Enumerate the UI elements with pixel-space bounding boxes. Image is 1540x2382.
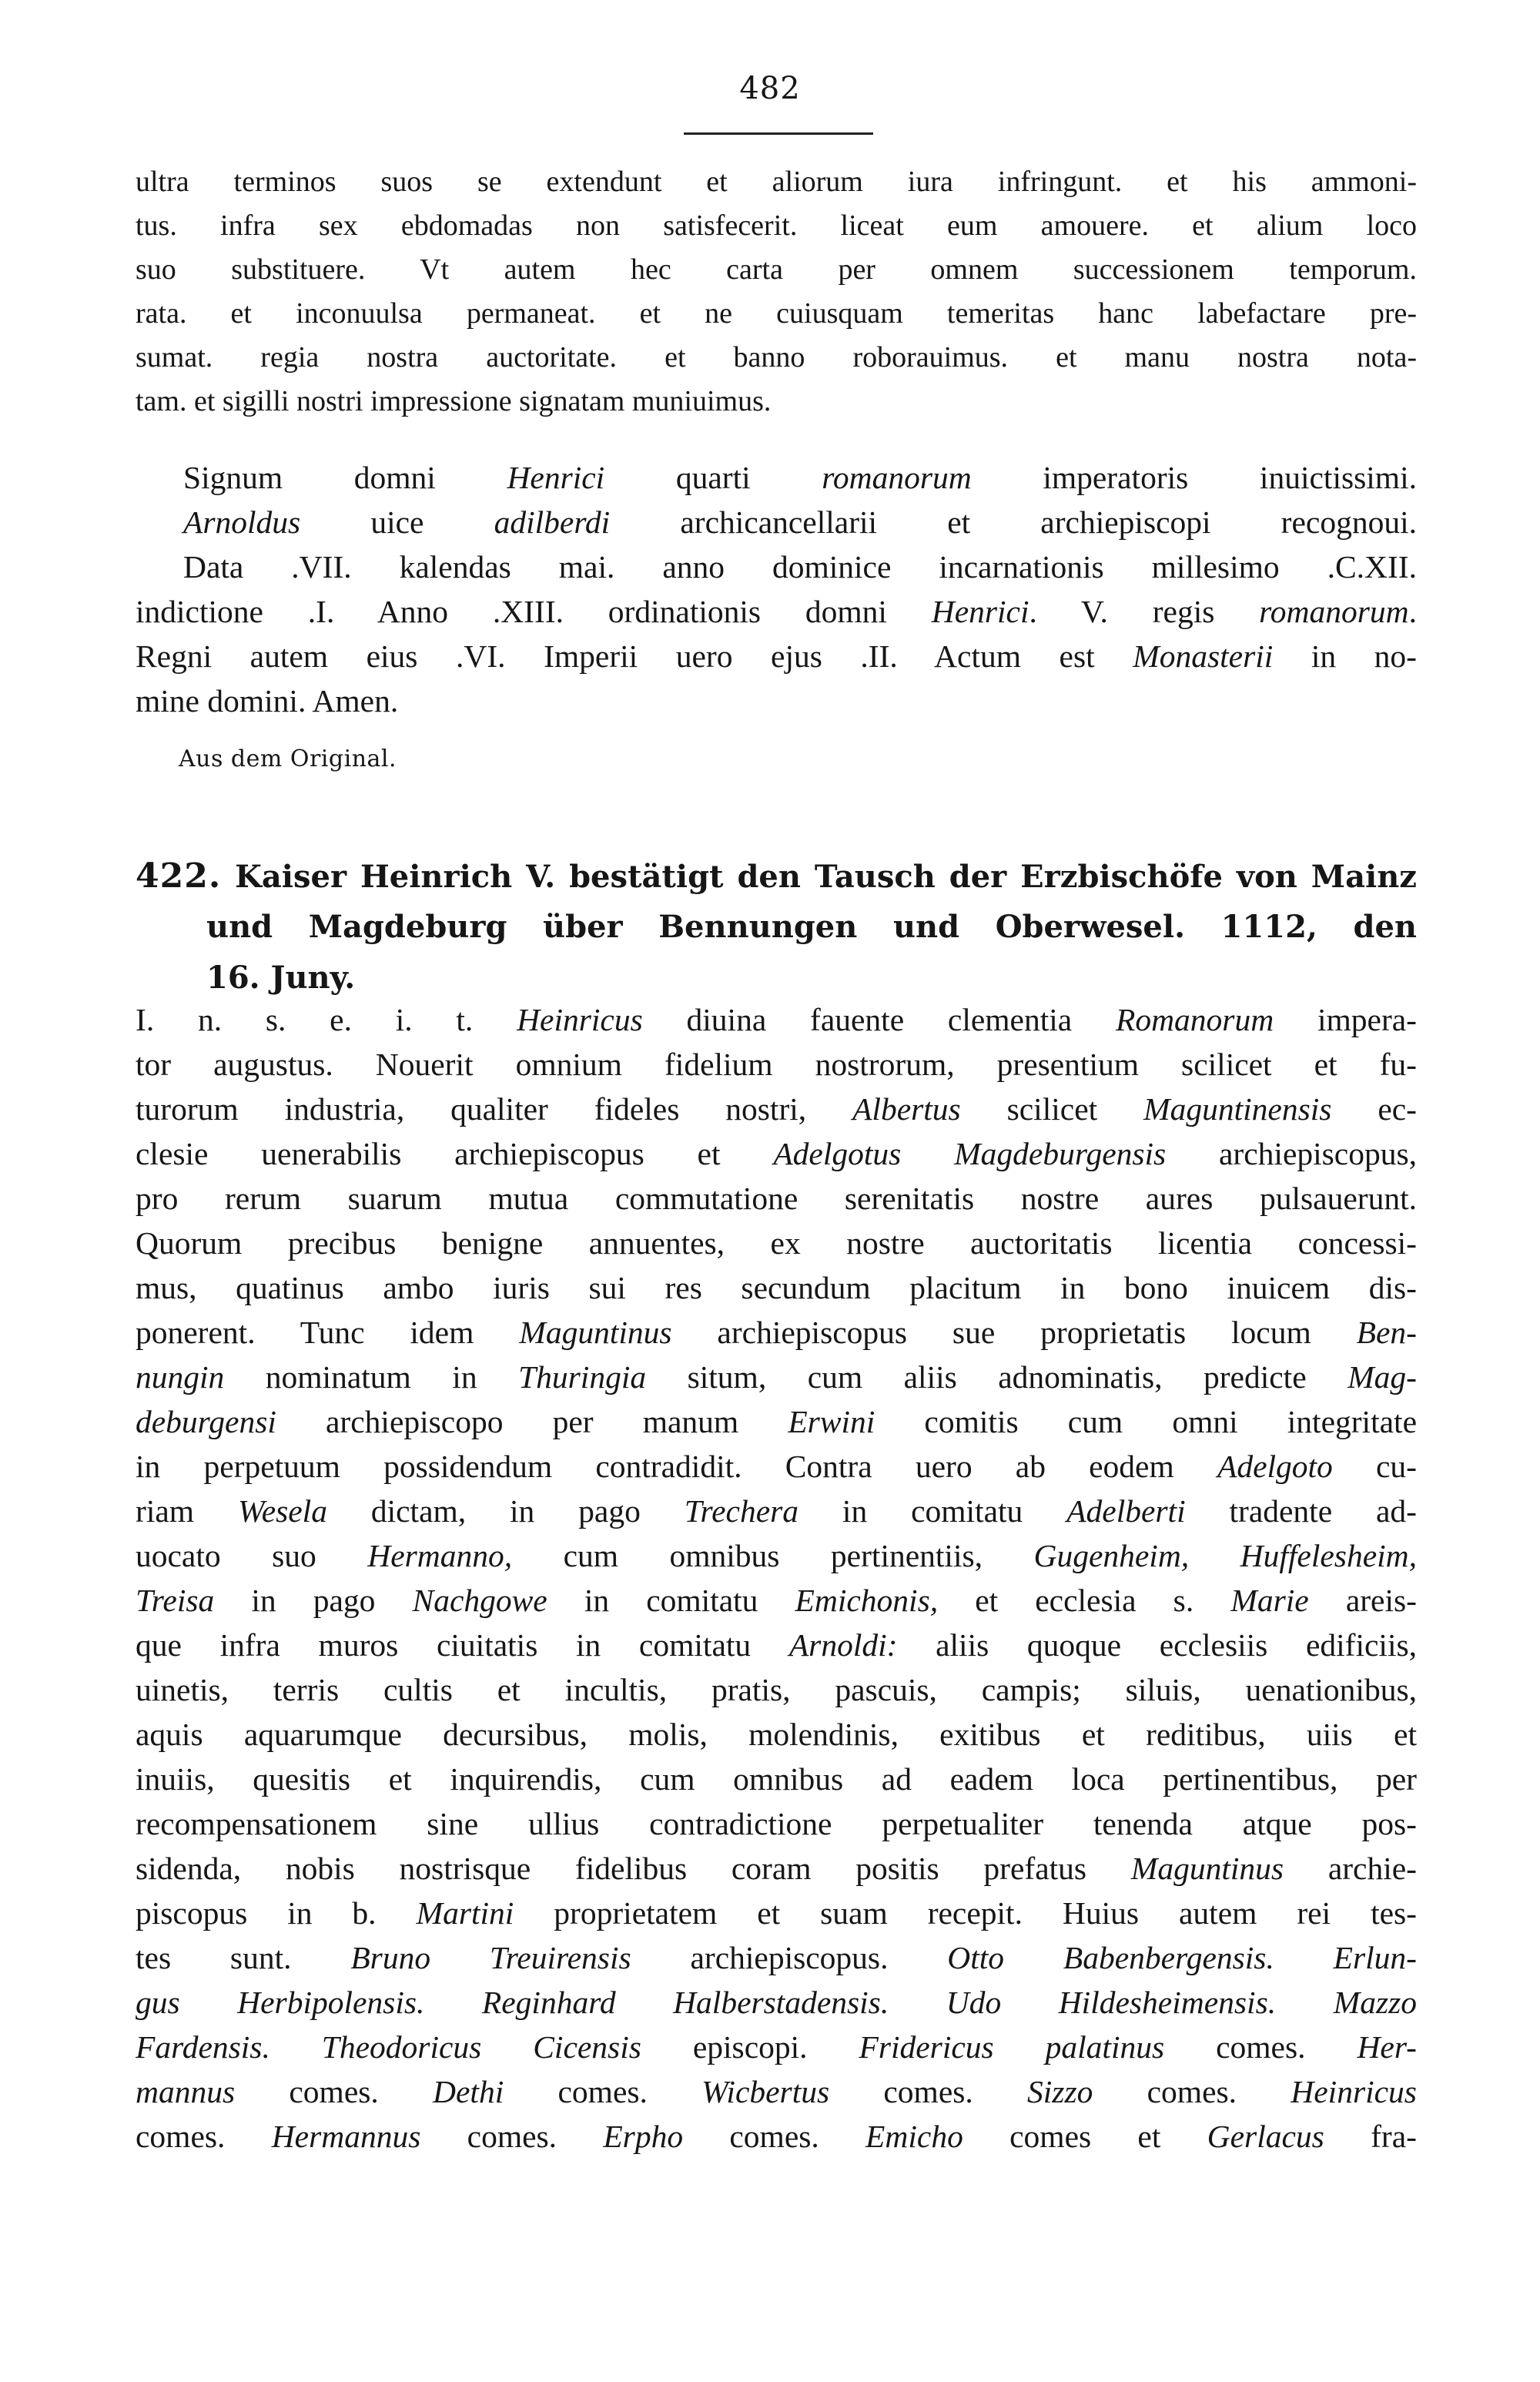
text-line: Fardensis. Theodoricus Cicensis episcopi. Fridericus palatinus comes. Her-: [136, 2029, 1417, 2065]
text-line: recompensationem sine ullius contradictione perpetualiter tenenda atque pos-: [136, 1806, 1417, 1841]
text-line: mannus comes. Dethi comes. Wicbertus comes. Sizzo comes. Heinricus: [136, 2074, 1417, 2109]
text-line: mus, quatinus ambo iuris sui res secundum placitum in bono inuicem dis-: [136, 1270, 1417, 1305]
document-heading: [136, 851, 1417, 1003]
text-line: inuiis, quesitis et inquirendis, cum omnibus ad eadem loca pertinentibus, per: [136, 1761, 1417, 1797]
text-line: tor augustus. Nouerit omnium fidelium nostrorum, presentium scilicet et fu-: [136, 1047, 1417, 1082]
source-note: Aus dem Original.: [179, 745, 397, 772]
date-line: Data .VII. kalendas mai. anno dominice incarnationis millesimo .C.XII.: [183, 549, 1417, 585]
text-line: Quorum precibus benigne annuentes, ex nostre auctoritatis licentia concessi-: [136, 1225, 1417, 1261]
text-line: pro rerum suarum mutua commutatione serenitatis nostre aures pulsauerunt.: [136, 1181, 1417, 1216]
text-line: ponerent. Tunc idem Maguntinus archiepiscopus sue proprietatis locum Ben-: [136, 1315, 1417, 1350]
text-line: aquis aquarumque decursibus, molis, molendinis, exitibus et reditibus, uiis et: [136, 1717, 1417, 1752]
text-line: clesie uenerabilis archiepiscopus et Adelgotus Magdeburgensis archiepiscopus,: [136, 1136, 1417, 1171]
page-number-rule: [684, 132, 873, 135]
heading-line: 422. Kaiser Heinrich V. bestätigt den Tausch der Erzbischöfe von Mainz: [136, 856, 1417, 896]
text-line: Treisa in pago Nachgowe in comitatu Emichonis, et ecclesia s. Marie areis-: [136, 1583, 1417, 1618]
text-line: piscopus in b. Martini proprietatem et suam recepit. Huius autem rei tes-: [136, 1895, 1417, 1931]
text-line: riam Wesela dictam, in pago Trechera in comitatu Adelberti tradente ad-: [136, 1493, 1417, 1529]
indiction-line: indictione .I. Anno .XIII. ordinationis domni Henrici. V. regis romanorum.: [136, 594, 1417, 629]
page-number: 482: [739, 71, 801, 106]
signum-line: Signum domni Henrici quarti romanorum imperatoris inuictissimi.: [183, 460, 1417, 495]
text-line: gus Herbipolensis. Reginhard Halberstadensis. Udo Hildesheimensis. Mazzo: [136, 1985, 1417, 2020]
regni-line: Regni autem eius .VI. Imperii uero ejus .II. Actum est Monasterii in no-: [136, 638, 1417, 674]
text-line: rata. et inconuulsa permaneat. et ne cuiusquam temeritas hanc labefactare pre-: [136, 297, 1417, 330]
text-line: sidenda, nobis nostrisque fidelibus coram positis prefatus Maguntinus archie-: [136, 1851, 1417, 1886]
text-line: in perpetuum possidendum contradidit. Contra uero ab eodem Adelgoto cu-: [136, 1449, 1417, 1484]
text-line: tes sunt. Bruno Treuirensis archiepiscopus. Otto Babenbergensis. Erlun-: [136, 1940, 1417, 1975]
text-line: deburgensi archiepiscopo per manum Erwini comitis cum omni integritate: [136, 1404, 1417, 1439]
text-line: turorum industria, qualiter fideles nostri, Albertus scilicet Maguntinensis ec-: [136, 1091, 1417, 1127]
previous-document-text: [136, 160, 1417, 424]
text-line: uinetis, terris cultis et incultis, pratis, pascuis, campis; siluis, uenationibus,: [136, 1672, 1417, 1707]
text-line: I. n. s. e. i. t. Heinricus diuina fauente clementia Romanorum impera-: [136, 1002, 1417, 1037]
text-line: nungin nominatum in Thuringia situm, cum aliis adnominatis, predicte Mag-: [136, 1359, 1417, 1395]
text-line: tam. et sigilli nostri impressione signatam muniuimus.: [136, 385, 772, 417]
text-line: uocato suo Hermanno, cum omnibus pertinentiis, Gugenheim, Huffelesheim,: [136, 1538, 1417, 1573]
recognition-line: Arnoldus uice adilberdi archicancellarii et archiepiscopi recognoui.: [183, 504, 1417, 540]
text-line: que infra muros ciuitatis in comitatu Arnoldi: aliis quoque ecclesiis edificiis,: [136, 1627, 1417, 1663]
document-number: 422.: [136, 856, 222, 896]
signature-block: [136, 455, 1417, 723]
closing-line: mine domini. Amen.: [136, 683, 399, 719]
text-line: suo substituere. Vt autem hec carta per omnem successionem temporum.: [136, 253, 1417, 286]
heading-line: und Magdeburg über Bennungen und Oberwesel. 1112, den: [206, 909, 1417, 945]
text-line: tus. infra sex ebdomadas non satisfecerit. liceat eum amouere. et alium loco: [136, 209, 1417, 242]
text-line: comes. Hermannus comes. Erpho comes. Emicho comes et Gerlacus fra-: [136, 2119, 1417, 2154]
heading-line: 16. Juny.: [206, 960, 356, 996]
text-line: ultra terminos suos se extendunt et aliorum iura infringunt. et his ammoni-: [136, 166, 1417, 198]
text-line: sumat. regia nostra auctoritate. et banno roborauimus. et manu nostra nota-: [136, 341, 1417, 374]
document-body: [136, 997, 1417, 2159]
